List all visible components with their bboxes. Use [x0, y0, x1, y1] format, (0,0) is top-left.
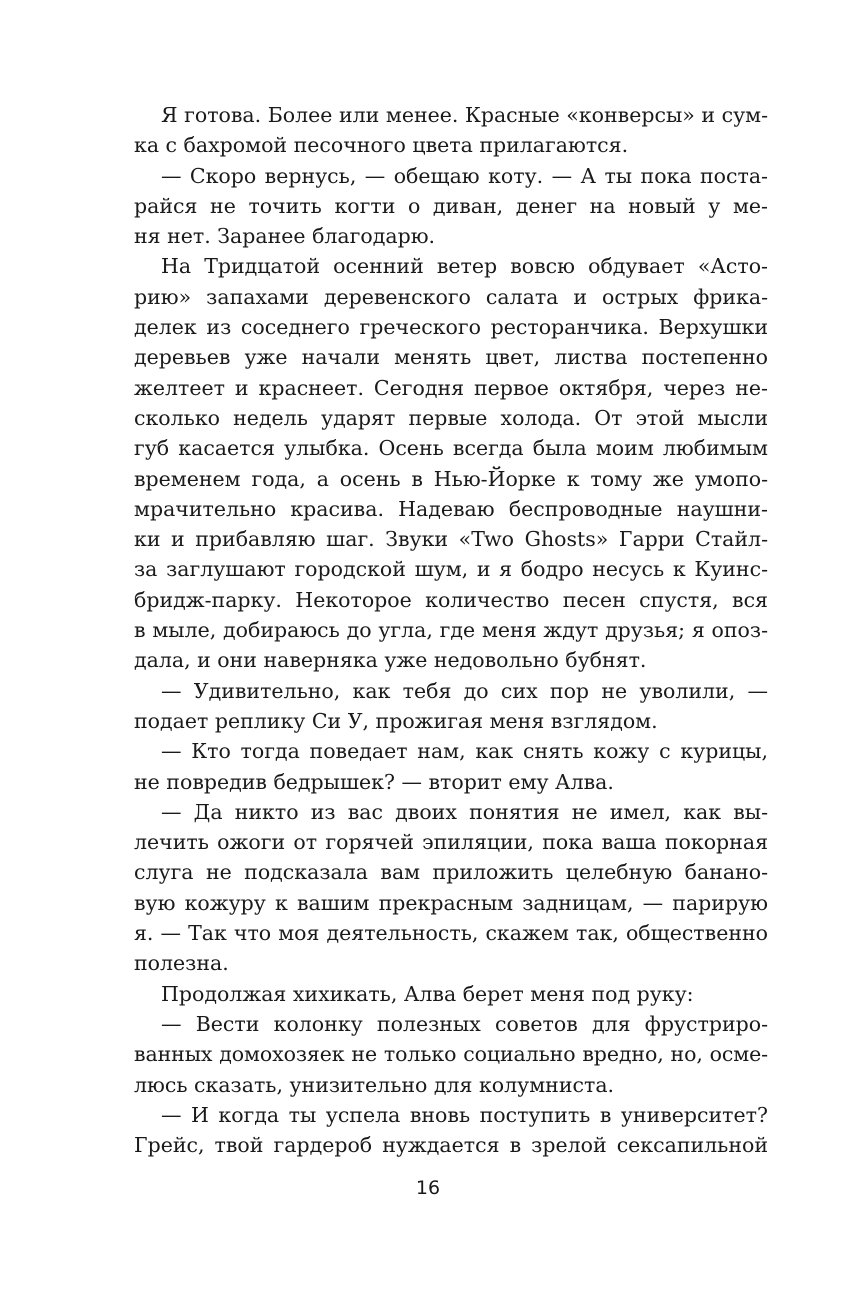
- text-line: — Да никто из вас двоих понятия не имел, как вы-: [161, 799, 768, 824]
- page-text: [134, 100, 768, 1160]
- text-line: Я готова. Более или менее. Красные «конверсы» и сум-: [161, 103, 768, 127]
- text-line: райся не точить когти о диван, денег на новый у ме-: [134, 193, 768, 218]
- text-line: желтеет и краснеет. Сегодня первое октября, через не-: [134, 375, 768, 400]
- text-line: дала, и они наверняка уже недовольно бубнят.: [134, 648, 647, 673]
- text-line: ки и прибавляю шаг. Звуки «Two Ghosts» Гарри Стайл-: [134, 527, 768, 552]
- text-line: — Кто тогда поведает нам, как снять кожу с курицы,: [161, 739, 768, 764]
- text-line: Продолжая хихикать, Алва берет меня под руку:: [161, 981, 694, 1006]
- text-line: слуга не подсказала вам приложить целебную банано-: [134, 860, 768, 885]
- text-line: мрачительно красива. Надеваю беспроводные наушни-: [134, 496, 768, 521]
- text-line: лечить ожоги от горячей эпиляции, пока ваша покорная: [134, 830, 768, 855]
- text-line: вую кожуру к вашим прекрасным задницам, — парирую: [134, 890, 768, 915]
- text-line: губ касается улыбка. Осень всегда была моим любимым: [134, 436, 768, 461]
- text-line: деревьев уже начали менять цвет, листва постепенно: [134, 345, 768, 370]
- text-line: полезна.: [134, 951, 229, 976]
- text-line: На Тридцатой осенний ветер вовсю обдувает «Асто-: [161, 254, 768, 279]
- text-line: сколько недель ударят первые холода. От этой мысли: [134, 405, 768, 430]
- text-line: ванных домохозяек не только социально вредно, но, осме-: [134, 1042, 768, 1067]
- text-line: бридж-парку. Некоторое количество песен спустя, вся: [134, 587, 768, 612]
- text-line: — Удивительно, как тебя до сих пор не уволили, —: [161, 678, 768, 703]
- text-line: — Вести колонку полезных советов для фрустриро-: [161, 1011, 768, 1036]
- text-line: — Скоро вернусь, — обещаю коту. — А ты пока поста-: [161, 163, 768, 188]
- text-line: рию» запахами деревенского салата и острых фрика-: [134, 284, 768, 309]
- text-line: люсь сказать, унизительно для колумниста.: [134, 1072, 615, 1097]
- text-line: — И когда ты успела вновь поступить в университет?: [161, 1102, 768, 1127]
- text-line: делек из соседнего греческого ресторанчика. Верхушки: [134, 315, 768, 340]
- text-line: временем года, а осень в Нью-Йорке к тому же умопо-: [134, 466, 768, 491]
- text-line: за заглушают городской шум, и я бодро несусь к Куинс-: [134, 557, 768, 582]
- text-line: я. — Так что моя деятельность, скажем так, общественно: [134, 921, 768, 946]
- text-line: подает реплику Си У, прожигая меня взглядом.: [134, 708, 658, 733]
- text-line: не повредив бедрышек? — вторит ему Алва.: [134, 769, 614, 794]
- text-line: ка с бахромой песочного цвета прилагаются.: [134, 133, 629, 158]
- page-number: 16: [415, 1177, 441, 1199]
- text-line: в мыле, добираюсь до угла, где меня ждут друзья; я опоз-: [134, 618, 768, 643]
- text-line: ня нет. Заранее благодарю.: [134, 224, 436, 249]
- text-line: Грейс, твой гардероб нуждается в зрелой сексапильной: [134, 1133, 768, 1158]
